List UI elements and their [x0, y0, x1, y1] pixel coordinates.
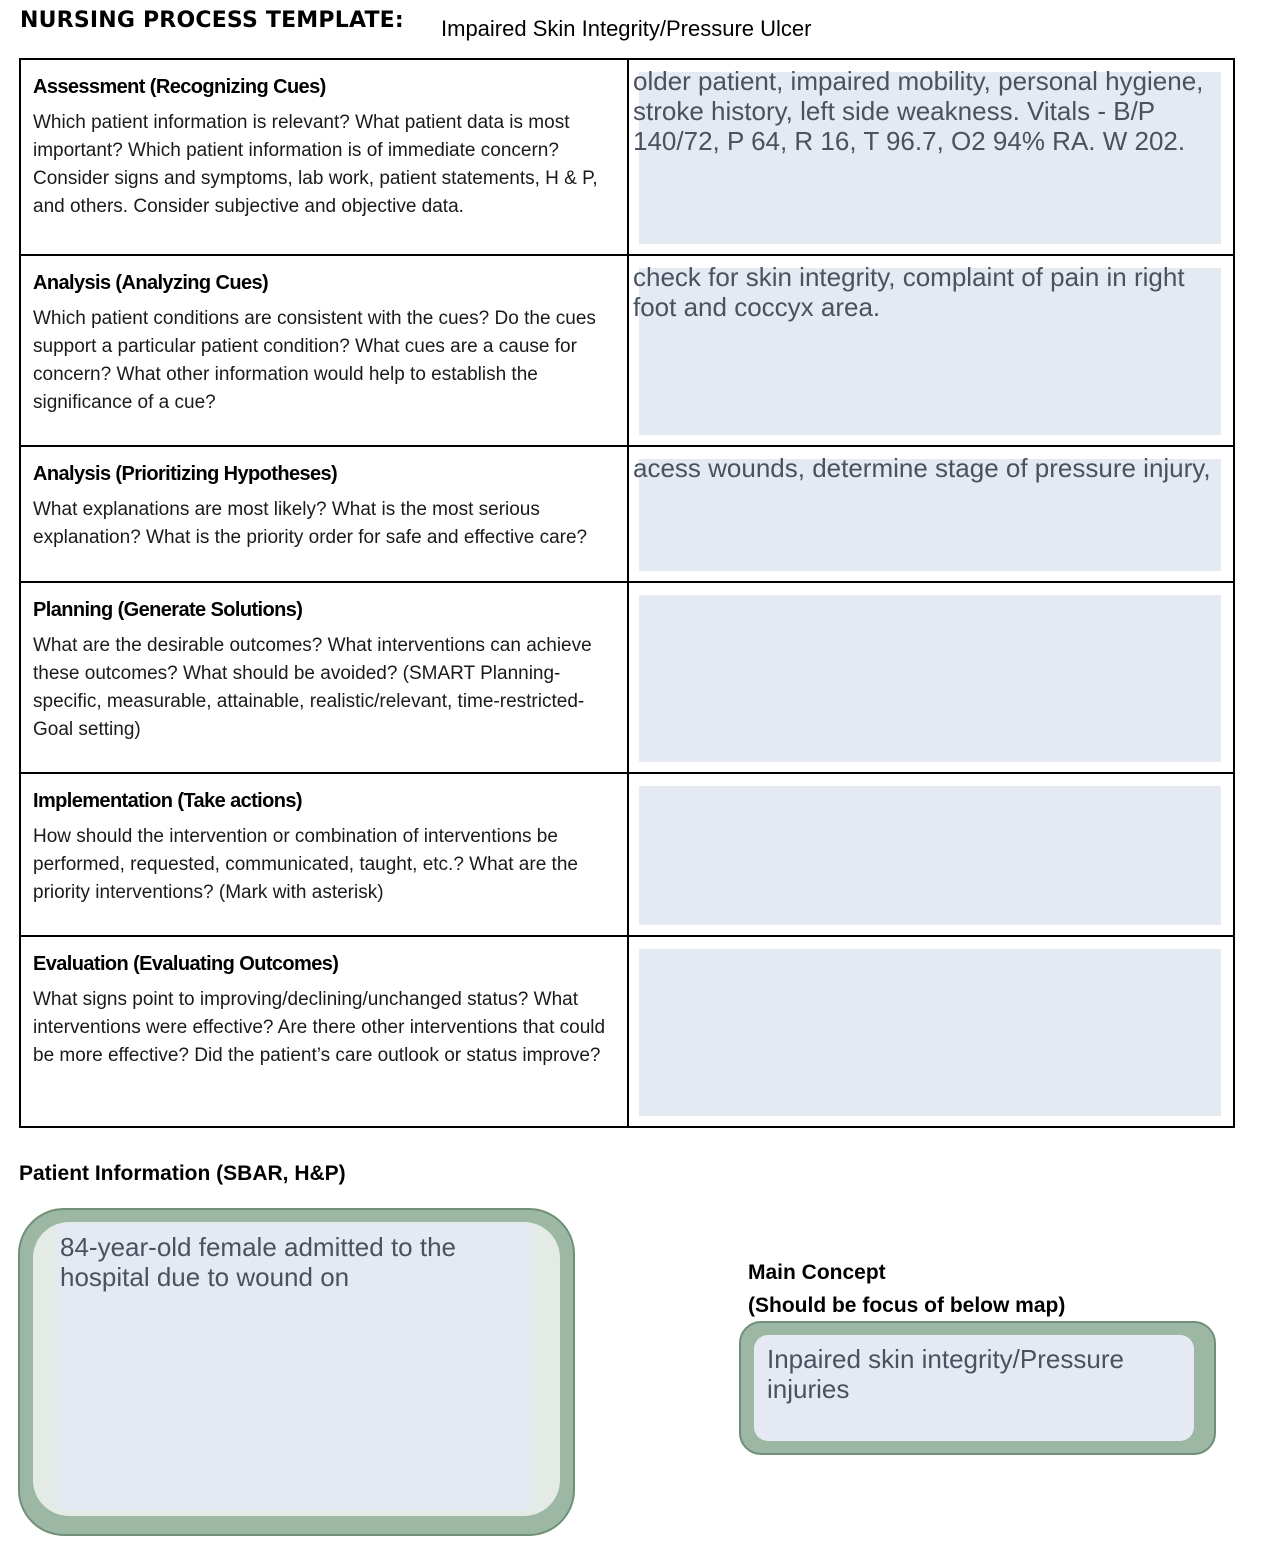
step-description: What explanations are most likely? What is the most serious explanation? What is the priority order for safe and effective care? [33, 499, 588, 548]
nursing-process-table [19, 58, 1235, 1128]
main-concept-label [748, 1256, 1065, 1322]
main-concept-subtitle: (Should be focus of below map) [748, 1294, 1066, 1317]
implementation-answer-field[interactable] [639, 786, 1221, 925]
step-description: Which patient conditions are consistent with the cues? Do the cues support a particular patient condition? What cues are a cause for concern? What other information would help to establish the significance of a cue? [33, 308, 596, 413]
main-concept-box [739, 1321, 1216, 1455]
table-row-assessment [20, 59, 1234, 255]
step-title: Analysis (Analyzing Cues) [33, 272, 269, 294]
page-title: NURSING PROCESS TEMPLATE: [20, 8, 404, 33]
main-concept-title: Main Concept [748, 1261, 886, 1284]
patient-info-label: Patient Information (SBAR, H&P) [19, 1162, 346, 1185]
evaluation-answer-field[interactable] [639, 949, 1221, 1116]
answer-cell [628, 773, 1234, 936]
step-title: Assessment (Recognizing Cues) [33, 76, 326, 98]
step-label-cell [20, 582, 628, 773]
step-title: Planning (Generate Solutions) [33, 599, 303, 621]
step-description: What signs point to improving/declining/unchanged status? What interventions were effective? Are there other interventions that could be more effective? Did the patient’s care outlook or status improve? [33, 989, 606, 1066]
step-label-cell [20, 59, 628, 255]
patient-info-box [18, 1208, 575, 1536]
step-description: How should the intervention or combination of interventions be performed, requested, communicated, taught, etc.? What are the priority interventions? (Mark with asterisk) [33, 826, 578, 903]
answer-cell [628, 446, 1234, 582]
table-row-analyzing-cues [20, 255, 1234, 446]
step-title: Implementation (Take actions) [33, 790, 302, 812]
answer-cell [628, 582, 1234, 773]
table-row-prioritizing-hypotheses [20, 446, 1234, 582]
assessment-answer-text: older patient, impaired mobility, personal hygiene, stroke history, left side weakness. Vitals - B/P 140/72, P 64, R 16, T 96.7, O2 94% RA. W 202. [633, 66, 1204, 156]
answer-cell [628, 936, 1234, 1127]
step-description: Which patient information is relevant? What patient data is most important? Which patient information is of immediate concern? Consider signs and symptoms, lab work, patient statements, H & P, and others. Consider subjective and objective data. [33, 112, 598, 217]
step-label-cell [20, 936, 628, 1127]
step-title: Evaluation (Evaluating Outcomes) [33, 953, 339, 975]
patient-info-text: 84-year-old female admitted to the hospital due to wound on [60, 1232, 456, 1292]
planning-answer-field[interactable] [639, 595, 1221, 762]
analyzing-cues-answer-text: check for skin integrity, complaint of pain in right foot and coccyx area. [633, 262, 1185, 322]
table-row-planning [20, 582, 1234, 773]
step-label-cell [20, 773, 628, 936]
step-description: What are the desirable outcomes? What interventions can achieve these outcomes? What should be avoided? (SMART Planning- specific, measurable, attainable, realistic/relevant, time-restricted- Goal setting) [33, 635, 592, 740]
table-row-evaluation [20, 936, 1234, 1127]
answer-cell [628, 255, 1234, 446]
main-concept-text: Inpaired skin integrity/Pressure injuries [767, 1344, 1124, 1404]
answer-cell [628, 59, 1234, 255]
table-row-implementation [20, 773, 1234, 936]
prioritizing-answer-text: acess wounds, determine stage of pressure injury, [633, 453, 1211, 483]
step-label-cell [20, 255, 628, 446]
step-title: Analysis (Prioritizing Hypotheses) [33, 463, 338, 485]
template-name: Impaired Skin Integrity/Pressure Ulcer [441, 16, 812, 41]
step-label-cell [20, 446, 628, 582]
